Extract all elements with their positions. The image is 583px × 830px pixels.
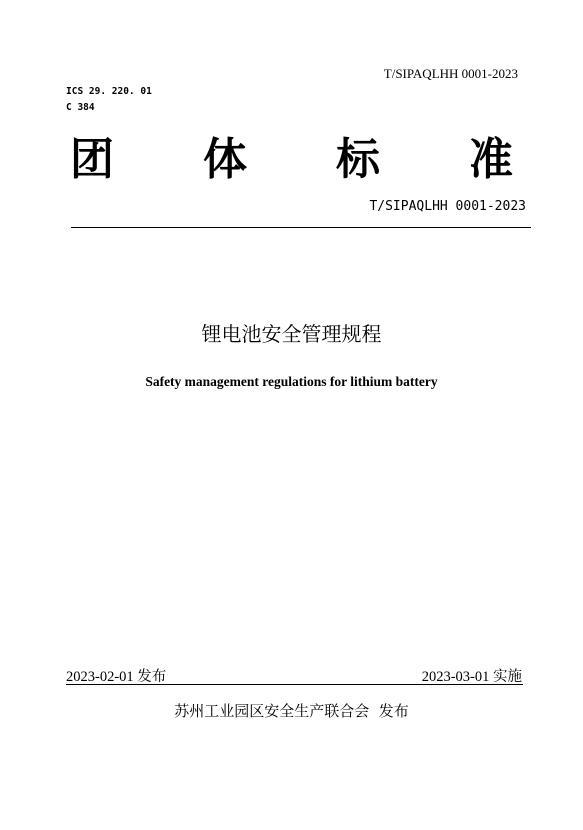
- chinese-title: 锂电池安全管理规程: [201, 322, 382, 346]
- ics-code: ICS 29. 220. 01: [66, 86, 152, 97]
- implementation-date: 2023-03-01 实施: [421, 669, 522, 685]
- top-standard-code: T/SIPAQLHH 0001-2023: [383, 66, 518, 81]
- ccs-code: C 384: [66, 102, 95, 113]
- standard-number: T/SIPAQLHH 0001-2023: [369, 199, 526, 214]
- header-divider: [71, 227, 531, 228]
- english-title: Safety management regulations for lithium battery: [145, 374, 438, 389]
- document-type-title: [70, 132, 513, 188]
- publisher: 苏州工业园区安全生产联合会 发布: [174, 702, 409, 720]
- footer-divider: [66, 684, 523, 685]
- title-char: 准: [469, 134, 513, 185]
- issue-date: 2023-02-01 发布: [66, 669, 167, 685]
- classification-block: [66, 84, 152, 116]
- title-char: 标: [336, 134, 380, 185]
- title-char: 团: [70, 134, 114, 185]
- title-char: 体: [203, 134, 247, 185]
